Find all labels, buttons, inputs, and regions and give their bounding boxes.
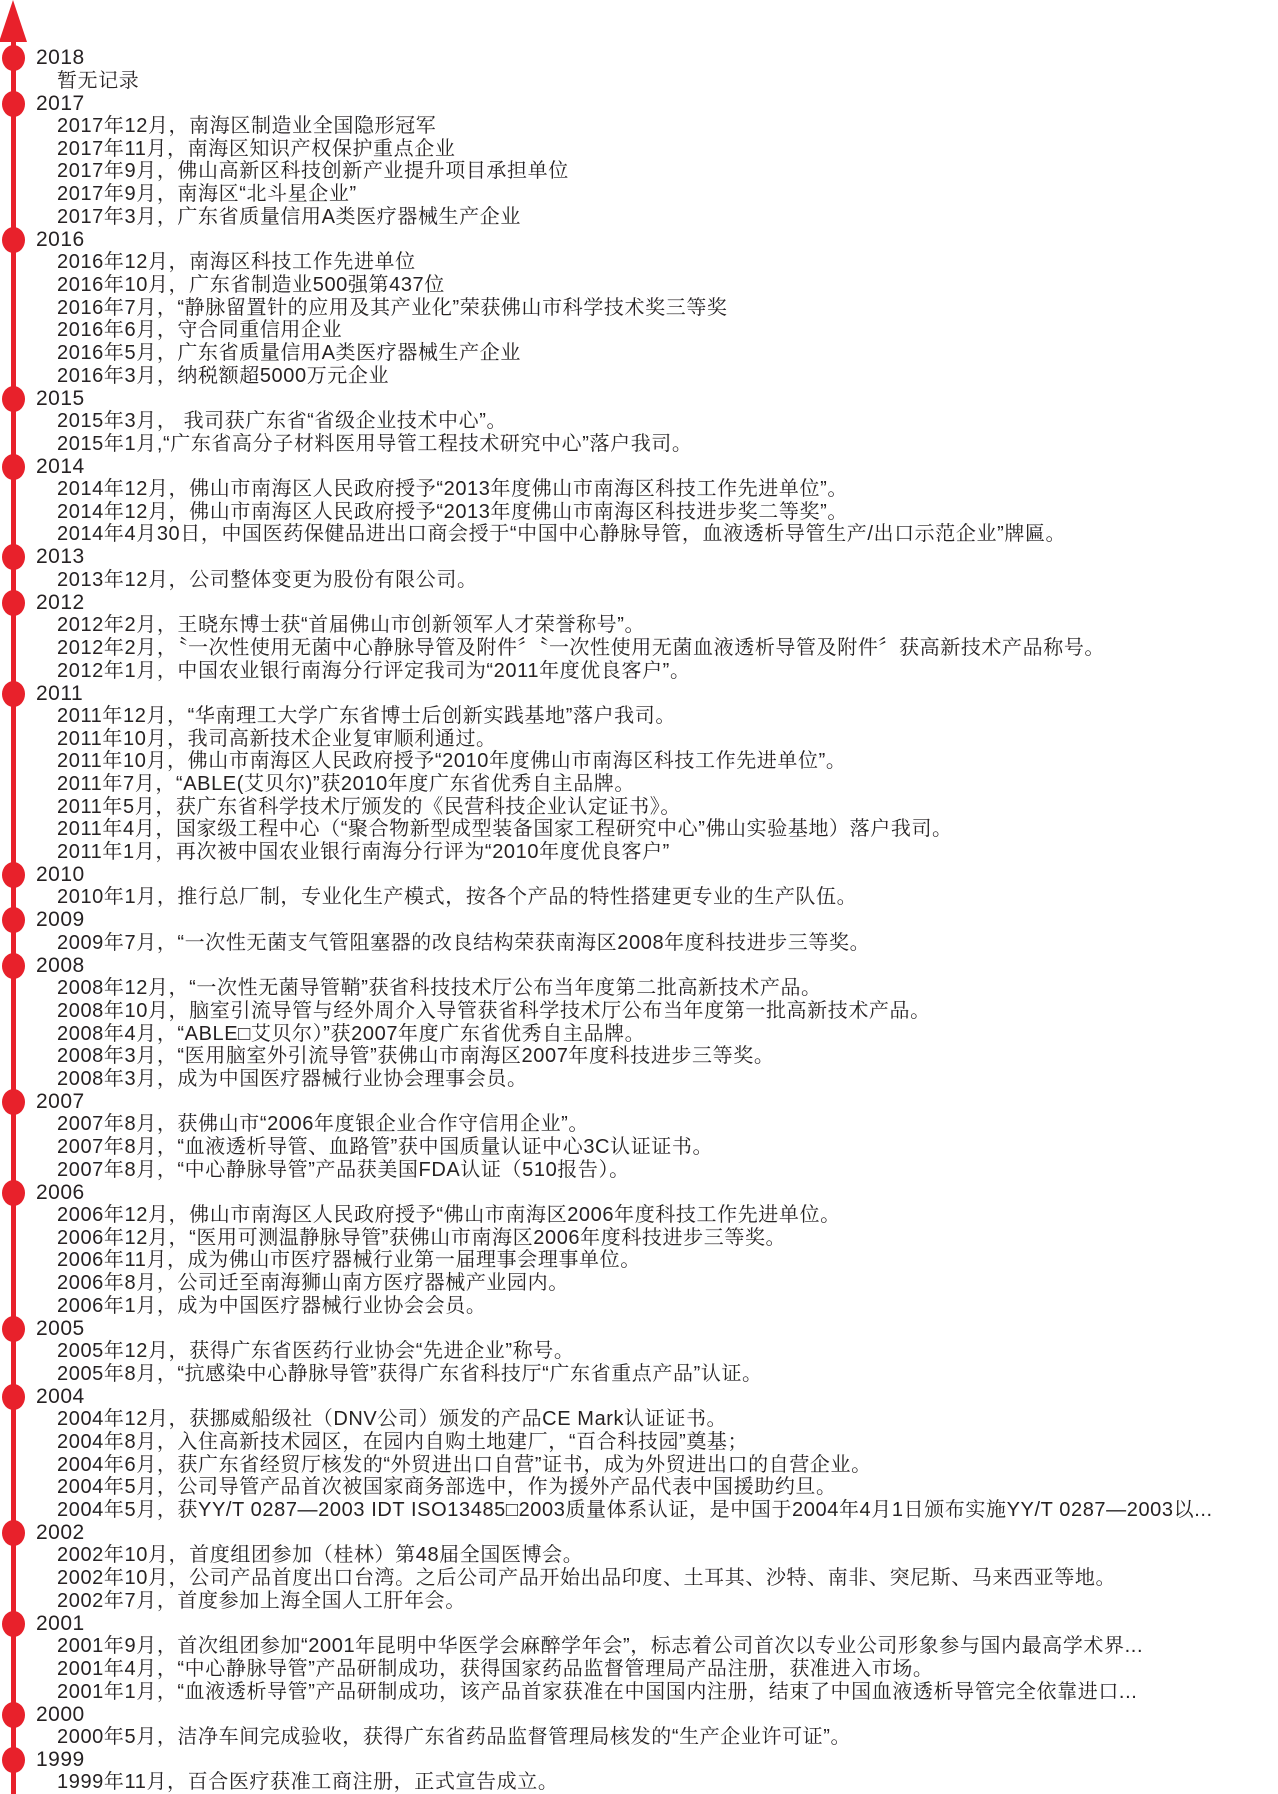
timeline-year-entries bbox=[0, 614, 1278, 682]
timeline-entry: 2011年10月，我司高新技术企业复审顺利通过。 bbox=[57, 727, 497, 750]
timeline-year-row bbox=[0, 1318, 1278, 1341]
timeline-year-entries bbox=[0, 1204, 1278, 1317]
timeline-entry: 2013年12月，公司整体变更为股份有限公司。 bbox=[57, 568, 478, 591]
timeline-dot-icon bbox=[2, 1520, 25, 1546]
timeline-year-section bbox=[0, 1612, 1278, 1703]
timeline-entry: 2001年1月，“血液透析导管”产品研制成功，该产品首家获准在中国国内注册，结束了中国血液透析导管完全依靠进口... bbox=[57, 1680, 1138, 1703]
timeline-entry: 2017年3月，广东省质量信用A类医疗器械生产企业 bbox=[57, 205, 521, 228]
timeline-year-row bbox=[0, 1091, 1278, 1114]
timeline-dot-icon bbox=[2, 91, 25, 117]
timeline-year-entries bbox=[0, 1771, 1278, 1794]
year-label: 2013 bbox=[36, 545, 85, 569]
timeline-year-section bbox=[0, 1091, 1278, 1182]
timeline-dot-icon bbox=[2, 681, 25, 707]
timeline-year-entries bbox=[0, 977, 1278, 1090]
timeline-year-section bbox=[0, 47, 1278, 92]
timeline-year-entries bbox=[0, 705, 1278, 864]
timeline-year-entries bbox=[0, 115, 1278, 228]
year-label: 2014 bbox=[36, 454, 85, 478]
timeline-entry: 2011年4月，国家级工程中心（“聚合物新型成型装备国家工程研究中心”佛山实验基地）落户我司。 bbox=[57, 818, 953, 841]
year-label: 1999 bbox=[36, 1747, 85, 1771]
timeline-year-entries bbox=[0, 70, 1278, 93]
timeline-entry: 2004年6月，获广东省经贸厅核发的“外贸进出口自营”证书，成为外贸进出口的自营企业。 bbox=[57, 1453, 872, 1476]
year-label: 2006 bbox=[36, 1180, 85, 1204]
timeline-entry: 2011年10月，佛山市南海区人民政府授予“2010年度佛山市南海区科技工作先进单位”。 bbox=[57, 750, 847, 773]
timeline-year-row bbox=[0, 455, 1278, 478]
timeline-entry: 2008年3月，成为中国医疗器械行业协会理事会员。 bbox=[57, 1067, 528, 1090]
timeline-year-section bbox=[0, 682, 1278, 864]
timeline-year-row bbox=[0, 92, 1278, 115]
timeline-year-entries bbox=[0, 1726, 1278, 1749]
timeline-year-row bbox=[0, 1703, 1278, 1726]
timeline-entry: 2006年11月，成为佛山市医疗器械行业第一届理事会理事单位。 bbox=[57, 1249, 641, 1272]
timeline-entry: 2011年7月，“ABLE(艾贝尔)”获2010年度广东省优秀自主品牌。 bbox=[57, 773, 636, 795]
timeline-year-row bbox=[0, 229, 1278, 252]
timeline-entry: 1999年11月，百合医疗获准工商注册，正式宣告成立。 bbox=[57, 1771, 559, 1794]
year-label: 2012 bbox=[36, 590, 85, 614]
timeline-sections bbox=[0, 47, 1278, 1794]
timeline-dot-icon bbox=[2, 454, 25, 480]
timeline-entry: 2017年11月，南海区知识产权保护重点企业 bbox=[57, 137, 456, 160]
timeline-dot-icon bbox=[2, 1089, 25, 1115]
year-label: 2001 bbox=[36, 1611, 85, 1635]
timeline-year-entries bbox=[0, 1635, 1278, 1703]
year-label: 2015 bbox=[36, 386, 85, 410]
timeline-dot-icon bbox=[2, 1180, 25, 1206]
year-label: 2008 bbox=[36, 953, 85, 977]
timeline-year-entries bbox=[0, 569, 1278, 592]
timeline-entry: 2016年3月，纳税额超5000万元企业 bbox=[57, 364, 390, 387]
timeline-year-row bbox=[0, 592, 1278, 615]
timeline-entry: 2014年4月30日，中国医药保健品进出口商会授于“中国中心静脉导管，血液透析导管生产/出口示范企业”牌匾。 bbox=[57, 523, 1067, 546]
timeline-year-row bbox=[0, 864, 1278, 887]
timeline-year-row bbox=[0, 1386, 1278, 1409]
timeline-year-row bbox=[0, 1181, 1278, 1204]
timeline-year-row bbox=[0, 47, 1278, 70]
timeline-entry: 2007年8月，获佛山市“2006年度银企业合作守信用企业”。 bbox=[57, 1113, 590, 1136]
timeline-year-section bbox=[0, 955, 1278, 1091]
timeline-entry: 2004年8月，入住高新技术园区，在园内自购土地建厂，“百合科技园”奠基； bbox=[57, 1430, 749, 1453]
timeline-entry: 2002年7月，首度参加上海全国人工肝年会。 bbox=[57, 1589, 466, 1612]
timeline-year-section bbox=[0, 455, 1278, 546]
year-label: 2011 bbox=[36, 681, 84, 705]
timeline-dot-icon bbox=[2, 1316, 25, 1342]
timeline-dot-icon bbox=[2, 544, 25, 570]
timeline-entry: 2005年8月，“抗感染中心静脉导管”获得广东省科技厅“广东省重点产品”认证。 bbox=[57, 1362, 763, 1385]
timeline-year-entries bbox=[0, 1408, 1278, 1521]
timeline-entry: 2015年1月,“广东省高分子材料医用导管工程技术研究中心”落户我司。 bbox=[57, 432, 693, 455]
timeline-entry: 2008年3月，“医用脑室外引流导管”获佛山市南海区2007年度科技进步三等奖。 bbox=[57, 1045, 775, 1068]
timeline-dot-icon bbox=[2, 227, 25, 253]
timeline-entry: 2004年5月，公司导管产品首次被国家商务部选中，作为援外产品代表中国援助约旦。 bbox=[57, 1476, 837, 1499]
timeline-year-section bbox=[0, 909, 1278, 954]
year-label: 2017 bbox=[36, 91, 85, 115]
year-label: 2018 bbox=[36, 46, 85, 70]
timeline-year-row bbox=[0, 1522, 1278, 1545]
timeline-entry: 2006年12月，“医用可测温静脉导管”获佛山市南海区2006年度科技进步三等奖。 bbox=[57, 1226, 787, 1249]
timeline-entry: 2005年12月，获得广东省医药行业协会“先进企业”称号。 bbox=[57, 1340, 575, 1363]
timeline-entry: 2012年1月，中国农业银行南海分行评定我司为“2011年度优良客户”。 bbox=[57, 659, 691, 682]
timeline-entry: 2016年12月，南海区科技工作先进单位 bbox=[57, 251, 416, 274]
year-label: 2005 bbox=[36, 1316, 85, 1340]
timeline-entry: 2014年12月，佛山市南海区人民政府授予“2013年度佛山市南海区科技工作先进单位”。 bbox=[57, 478, 848, 501]
timeline-entry: 2016年7月，“静脉留置针的应用及其产业化”荣获佛山市科学技术奖三等奖 bbox=[57, 296, 728, 319]
timeline-year-section bbox=[0, 1703, 1278, 1748]
timeline-dot-icon bbox=[2, 907, 25, 933]
timeline-year-section bbox=[0, 592, 1278, 683]
timeline-entry: 2011年12月，“华南理工大学广东省博士后创新实践基地”落户我司。 bbox=[57, 704, 676, 727]
timeline-year-section bbox=[0, 92, 1278, 228]
timeline-entry: 2010年1月，推行总厂制，专业化生产模式，按各个产品的特性搭建更专业的生产队伍。 bbox=[57, 886, 858, 909]
timeline-year-entries bbox=[0, 478, 1278, 546]
year-label: 2007 bbox=[36, 1089, 85, 1113]
timeline-entry: 2012年2月，〝一次性使用无菌中心静脉导管及附件〞〝一次性使用无菌血液透析导管及附件〞获高新技术产品称号。 bbox=[57, 636, 1106, 659]
timeline-year-entries bbox=[0, 932, 1278, 955]
timeline-entry: 暂无记录 bbox=[57, 69, 140, 92]
year-label: 2002 bbox=[36, 1521, 85, 1545]
timeline-year-row bbox=[0, 546, 1278, 569]
timeline-year-entries bbox=[0, 1113, 1278, 1181]
year-label: 2004 bbox=[36, 1384, 85, 1408]
timeline-year-section bbox=[0, 1522, 1278, 1613]
timeline-entry: 2015年3月， 我司获广东省“省级企业技术中心”。 bbox=[57, 410, 508, 432]
timeline-entry: 2002年10月，首度组团参加（桂林）第48届全国医博会。 bbox=[57, 1544, 584, 1567]
timeline-year-section bbox=[0, 546, 1278, 591]
timeline-dot-icon bbox=[2, 862, 25, 888]
timeline-year-entries bbox=[0, 886, 1278, 909]
timeline-entry: 2004年12月，获挪威船级社（DNV公司）颁发的产品CE Mark认证证书。 bbox=[57, 1408, 728, 1431]
timeline-entry: 2002年10月，公司产品首度出口台湾。之后公司产品开始出品印度、土耳其、沙特、南非、突尼斯、马来西亚等地。 bbox=[57, 1567, 1117, 1590]
timeline-entry: 2008年12月，“一次性无菌导管鞘”获省科技技术厅公布当年度第二批高新技术产品。 bbox=[57, 977, 822, 1000]
timeline-entry: 2017年12月，南海区制造业全国隐形冠军 bbox=[57, 115, 437, 138]
year-label: 2000 bbox=[36, 1702, 85, 1726]
timeline-entry: 2007年8月，“中心静脉导管”产品获美国FDA认证（510报告）。 bbox=[57, 1158, 630, 1181]
timeline-dot-icon bbox=[2, 1702, 25, 1728]
timeline-entry: 2014年12月，佛山市南海区人民政府授予“2013年度佛山市南海区科技进步奖二等奖”。 bbox=[57, 500, 848, 523]
timeline-entry: 2016年10月，广东省制造业500强第437位 bbox=[57, 273, 445, 296]
timeline-entry: 2006年1月，成为中国医疗器械行业协会会员。 bbox=[57, 1294, 487, 1317]
year-label: 2010 bbox=[36, 863, 85, 887]
timeline-year-section bbox=[0, 229, 1278, 388]
timeline-year-row bbox=[0, 1612, 1278, 1635]
timeline-entry: 2008年10月，脑室引流导管与经外周介入导管获省科学技术厅公布当年度第一批高新技术产品。 bbox=[57, 999, 931, 1022]
timeline-entry: 2016年6月，守合同重信用企业 bbox=[57, 319, 343, 342]
timeline-dot-icon bbox=[2, 590, 25, 616]
timeline-entry: 2011年1月，再次被中国农业银行南海分行评为“2010年度优良客户” bbox=[57, 841, 670, 864]
timeline-entry: 2006年12月，佛山市南海区人民政府授予“佛山市南海区2006年度科技工作先进单位。 bbox=[57, 1204, 841, 1227]
timeline-entry: 2007年8月，“血液透析导管、血路管”获中国质量认证中心3C认证证书。 bbox=[57, 1136, 714, 1158]
timeline-entry: 2011年5月，获广东省科学技术厅颁发的《民营科技企业认定证书》。 bbox=[57, 795, 681, 818]
timeline-dot-icon bbox=[2, 1747, 25, 1773]
timeline-year-row bbox=[0, 1749, 1278, 1772]
timeline-entry: 2006年8月，公司迁至南海狮山南方医疗器械产业园内。 bbox=[57, 1272, 569, 1295]
timeline-year-entries bbox=[0, 251, 1278, 387]
timeline-year-section bbox=[0, 387, 1278, 455]
timeline-year-entries bbox=[0, 1340, 1278, 1385]
timeline-year-row bbox=[0, 682, 1278, 705]
timeline-dot-icon bbox=[2, 1384, 25, 1410]
timeline-entry: 2004年5月，获YY/T 0287—2003 IDT ISO13485□2003质量体系认证，是中国于2004年4月1日颁布实施YY/T 0287—2003以... bbox=[57, 1499, 1213, 1521]
timeline-dot-icon bbox=[2, 45, 25, 71]
timeline-year-entries bbox=[0, 410, 1278, 455]
timeline-year-entries bbox=[0, 1544, 1278, 1612]
timeline-entry: 2017年9月，南海区“北斗星企业” bbox=[57, 183, 357, 206]
timeline-dot-icon bbox=[2, 1611, 25, 1637]
timeline-entry: 2008年4月，“ABLE□艾贝尔）”获2007年度广东省优秀自主品牌。 bbox=[57, 1022, 646, 1045]
timeline-dot-icon bbox=[2, 386, 25, 412]
timeline-year-section bbox=[0, 1181, 1278, 1317]
timeline-entry: 2001年4月，“中心静脉导管”产品研制成功，获得国家药品监督管理局产品注册，获准进入市场。 bbox=[57, 1657, 934, 1680]
timeline-entry: 2016年5月，广东省质量信用A类医疗器械生产企业 bbox=[57, 341, 521, 364]
timeline-entry: 2012年2月，王晓东博士获“首届佛山市创新领军人才荣誉称号”。 bbox=[57, 614, 646, 637]
timeline-year-section bbox=[0, 864, 1278, 909]
timeline-year-row bbox=[0, 387, 1278, 410]
timeline-entry: 2017年9月，佛山高新区科技创新产业提升项目承担单位 bbox=[57, 160, 569, 183]
year-label: 2009 bbox=[36, 908, 85, 932]
timeline-year-section bbox=[0, 1749, 1278, 1794]
timeline-year-row bbox=[0, 909, 1278, 932]
timeline-dot-icon bbox=[2, 953, 25, 979]
timeline-year-section bbox=[0, 1318, 1278, 1386]
timeline-entry: 2009年7月，“一次性无菌支气管阻塞器的改良结构荣获南海区2008年度科技进步三等奖。 bbox=[57, 931, 871, 954]
timeline-year-section bbox=[0, 1386, 1278, 1522]
timeline-year-row bbox=[0, 955, 1278, 978]
timeline-entry: 2000年5月，洁净车间完成验收，获得广东省药品监督管理局核发的“生产企业许可证”。 bbox=[57, 1725, 852, 1748]
year-label: 2016 bbox=[36, 227, 85, 251]
timeline-entry: 2001年9月，首次组团参加“2001年昆明中华医学会麻醉学年会”，标志着公司首次以专业公司形象参与国内最高学术界... bbox=[57, 1635, 1144, 1658]
